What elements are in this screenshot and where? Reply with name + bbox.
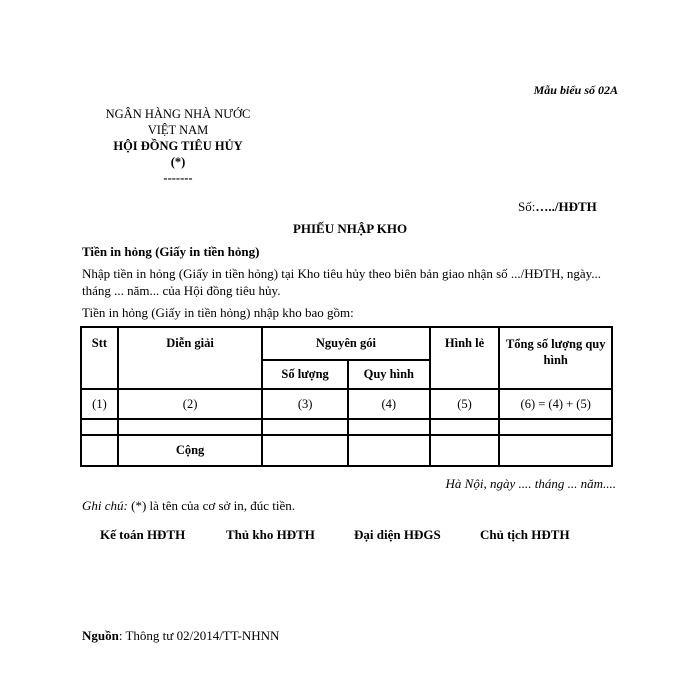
index-cell: (6) = (4) + (5) bbox=[499, 389, 612, 419]
agency-line-2: VIỆT NAM bbox=[147, 123, 209, 137]
header-hinh-le: Hình lẻ bbox=[430, 327, 500, 389]
table-cell bbox=[499, 419, 612, 435]
header-stt: Stt bbox=[81, 327, 118, 389]
table-cell bbox=[81, 419, 118, 435]
table-cell bbox=[118, 419, 262, 435]
index-cell: (2) bbox=[118, 389, 262, 419]
agency-line-3: HỘI ĐỒNG TIÊU HỦY bbox=[113, 139, 243, 153]
note bbox=[82, 498, 295, 514]
date-line: Hà Nội, ngày .... tháng ... năm.... bbox=[445, 476, 616, 491]
index-cell: (5) bbox=[430, 389, 500, 419]
agency-line-1: NGÂN HÀNG NHÀ NƯỚC bbox=[105, 107, 251, 121]
number-value: …../HĐTH bbox=[535, 199, 597, 214]
number-label: Số: bbox=[518, 199, 536, 214]
header-nguyen-goi: Nguyên gói bbox=[262, 327, 429, 360]
inventory-table bbox=[80, 326, 613, 467]
table-row bbox=[81, 419, 612, 435]
document-title: PHIẾU NHẬP KHO bbox=[292, 221, 408, 236]
header-quy-hinh: Quy hình bbox=[348, 360, 430, 389]
paragraph-2: Tiền in hỏng (Giấy in tiền hỏng) nhập kho bao gồm: bbox=[82, 305, 354, 320]
signer-chairman: Chủ tịch HĐTH bbox=[480, 527, 570, 542]
signer-storekeeper: Thủ kho HĐTH bbox=[226, 527, 315, 542]
index-cell: (3) bbox=[262, 389, 348, 419]
total-row bbox=[81, 435, 612, 466]
index-cell: (4) bbox=[348, 389, 430, 419]
agency-header bbox=[88, 106, 268, 186]
source-text: : Thông tư 02/2014/TT-NHNN bbox=[118, 628, 280, 643]
agency-divider: ------- bbox=[163, 171, 193, 185]
index-cell: (1) bbox=[81, 389, 118, 419]
paragraph-1: Nhập tiền in hỏng (Giấy in tiền hỏng) tại Kho tiêu hủy theo biên bản giao nhận số .../HĐTH, ngày... tháng ... năm... của Hội đồng tiêu hủy. bbox=[82, 266, 602, 298]
form-code: Mẫu biểu số 02A bbox=[533, 83, 618, 97]
table-cell bbox=[262, 419, 348, 435]
source-line bbox=[82, 628, 279, 644]
table-cell bbox=[81, 435, 118, 466]
table-cell bbox=[262, 435, 348, 466]
agency-line-4: (*) bbox=[170, 155, 186, 169]
index-row bbox=[81, 389, 612, 419]
signer-accountant: Kế toán HĐTH bbox=[100, 527, 186, 542]
header-dien-giai: Diễn giải bbox=[118, 327, 262, 389]
total-label: Cộng bbox=[118, 435, 262, 466]
table-cell bbox=[430, 419, 500, 435]
signer-supervisor: Đại diện HĐGS bbox=[354, 527, 441, 542]
source-label: Nguồn bbox=[82, 628, 119, 643]
subheading: Tiền in hỏng (Giấy in tiền hỏng) bbox=[82, 244, 260, 259]
header-so-luong: Số lượng bbox=[262, 360, 348, 389]
table-cell bbox=[348, 419, 430, 435]
table-cell bbox=[499, 435, 612, 466]
table-cell bbox=[430, 435, 500, 466]
document-number bbox=[518, 199, 597, 215]
header-tong-so: Tổng số lượng quy hình bbox=[499, 327, 612, 389]
note-label: Ghi chú: bbox=[82, 498, 128, 513]
table-cell bbox=[348, 435, 430, 466]
note-text: (*) là tên của cơ sở in, đúc tiền. bbox=[127, 498, 296, 513]
